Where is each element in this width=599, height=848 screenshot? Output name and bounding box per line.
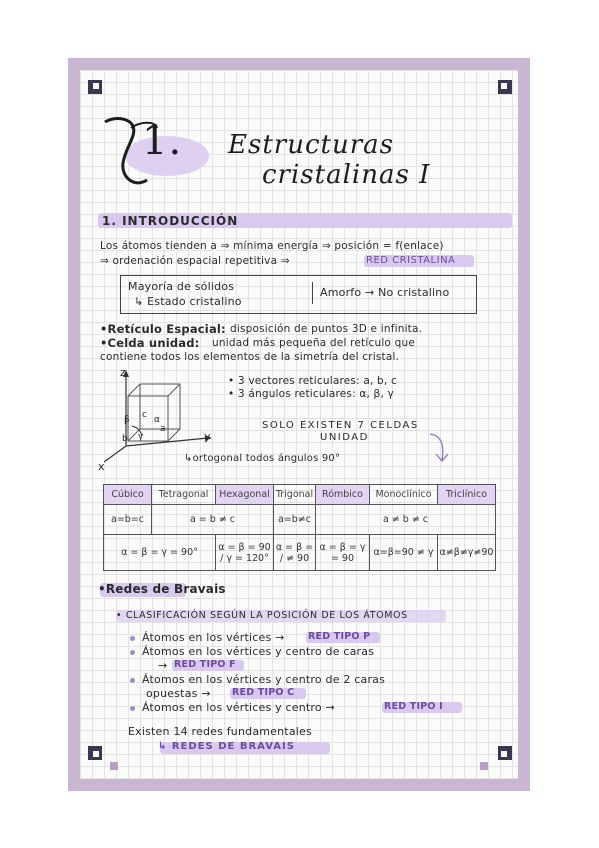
bullet [130,706,135,711]
edge-a-label: a [160,424,166,434]
header-tetragonal: Tetragonal [152,485,216,505]
intro-line-2: ⇒ ordenación espacial repetitiva ⇒ [100,255,290,267]
header-monoclinico: Monoclínico [370,485,438,505]
red-cristalina-label: RED CRISTALINA [366,255,456,266]
corner-mark-bottom-left [88,746,102,760]
bravais-item-2b-text: → [158,659,168,672]
notebook-sheet [80,70,518,779]
solo-line-2: UNIDAD [320,432,369,443]
cell-trigonal-angles: α = β = / ≠ 90 [274,535,316,571]
axis-z-label: z [120,366,126,379]
header-hexagonal: Hexagonal [216,485,274,505]
corner-mark-top-left [88,80,102,94]
vectors-text: • 3 vectores reticulares: a, b, c [228,375,397,387]
bullet [130,678,135,683]
intro-line-1: Los átomos tienden a ⇒ mínima energía ⇒ posición = f(enlace) [100,240,444,252]
title-line-2: cristalinas I [262,160,431,190]
solo-line-1: SOLO EXISTEN 7 CELDAS [262,420,419,431]
cell-monoclinic-angles: α=β=90 ≠ γ [370,535,438,571]
reticulo-label: •Retículo Espacial: [100,322,226,336]
edge-c-label: c [142,410,148,420]
edge-b-label: b [122,434,128,444]
cell-trigonal-sides: a=b≠c [274,505,316,535]
corner-mark-top-right [498,80,512,94]
header-cubico: Cúbico [104,485,152,505]
angle-gamma-label: γ [138,432,144,442]
ortogonal-text: ↳ortogonal todos ángulos 90° [184,453,341,464]
bravais-heading: •Redes de Bravais [98,582,226,596]
angles-text: • 3 ángulos reticulares: α, β, γ [228,388,394,400]
header-triclinico: Triclínico [438,485,496,505]
bullet [130,650,135,655]
title-line-1: Estructuras [228,130,394,160]
cell-cubic-angles: α = β = γ = 90° [104,535,216,571]
axis-x-label: x [98,460,105,473]
bravais-item-2-text: Átomos en los vértices y centro de caras [142,645,375,658]
decor-square [110,762,118,770]
crystal-systems-table [103,484,496,571]
header-rombico: Rómbico [316,485,370,505]
bullet [130,636,135,641]
bravais-item-2-tag: RED TIPO F [174,659,236,670]
celda-text-2: contiene todos los elementos de la simetría del cristal. [100,351,400,363]
bravais-item-1-tag: RED TIPO P [308,631,371,642]
existen-text: Existen 14 redes fundamentales [128,725,312,738]
cell-rombic-angles: α = β = γ = 90 [316,535,370,571]
axis-y-label: y [204,430,211,443]
reticulo-text: disposición de puntos 3D e infinita. [230,323,423,335]
cell-other-sides: a ≠ b ≠ c [316,505,496,535]
cell-triclinic-angles: α≠β≠γ≠90 [438,535,496,571]
section-heading-introduccion: 1. INTRODUCCIÓN [102,214,239,228]
solids-majority: Mayoría de sólidos [128,280,235,293]
cell-cubic-sides: a=b=c [104,505,152,535]
header-trigonal: Trigonal [274,485,316,505]
celda-label: •Celda unidad: [100,336,200,350]
solids-crystalline-state: ↳ Estado cristalino [134,295,242,308]
cell-hex-angles: α = β = 90 / γ = 120° [216,535,274,571]
bravais-item-3-text: Átomos en los vértices y centro de 2 caras [142,673,386,686]
angle-beta-label: β [124,415,130,425]
redes-de-bravais: ↳ REDES DE BRAVAIS [158,741,295,752]
chapter-number: 1. [142,118,183,164]
bravais-item-4-text: Átomos en los vértices y centro → [142,701,335,714]
curved-arrow-icon [426,430,456,466]
bravais-item-4-tag: RED TIPO I [384,701,443,712]
celda-text-1: unidad más pequeña del retículo que [212,337,415,349]
solids-amorphous: Amorfo → No cristalino [320,286,450,299]
bravais-item-3b-text: opuestas → [146,687,211,700]
cell-tetra-hex-sides: a = b ≠ c [152,505,274,535]
bravais-item-1-text: Átomos en los vértices → [142,631,285,644]
corner-mark-bottom-right [498,746,512,760]
angle-alpha-label: α [154,415,161,425]
bravais-item-3-tag: RED TIPO C [232,687,295,698]
classification-heading: • CLASIFICACIÓN SEGÚN LA POSICIÓN DE LOS ÁTOMOS [116,610,408,621]
decor-square [480,762,488,770]
